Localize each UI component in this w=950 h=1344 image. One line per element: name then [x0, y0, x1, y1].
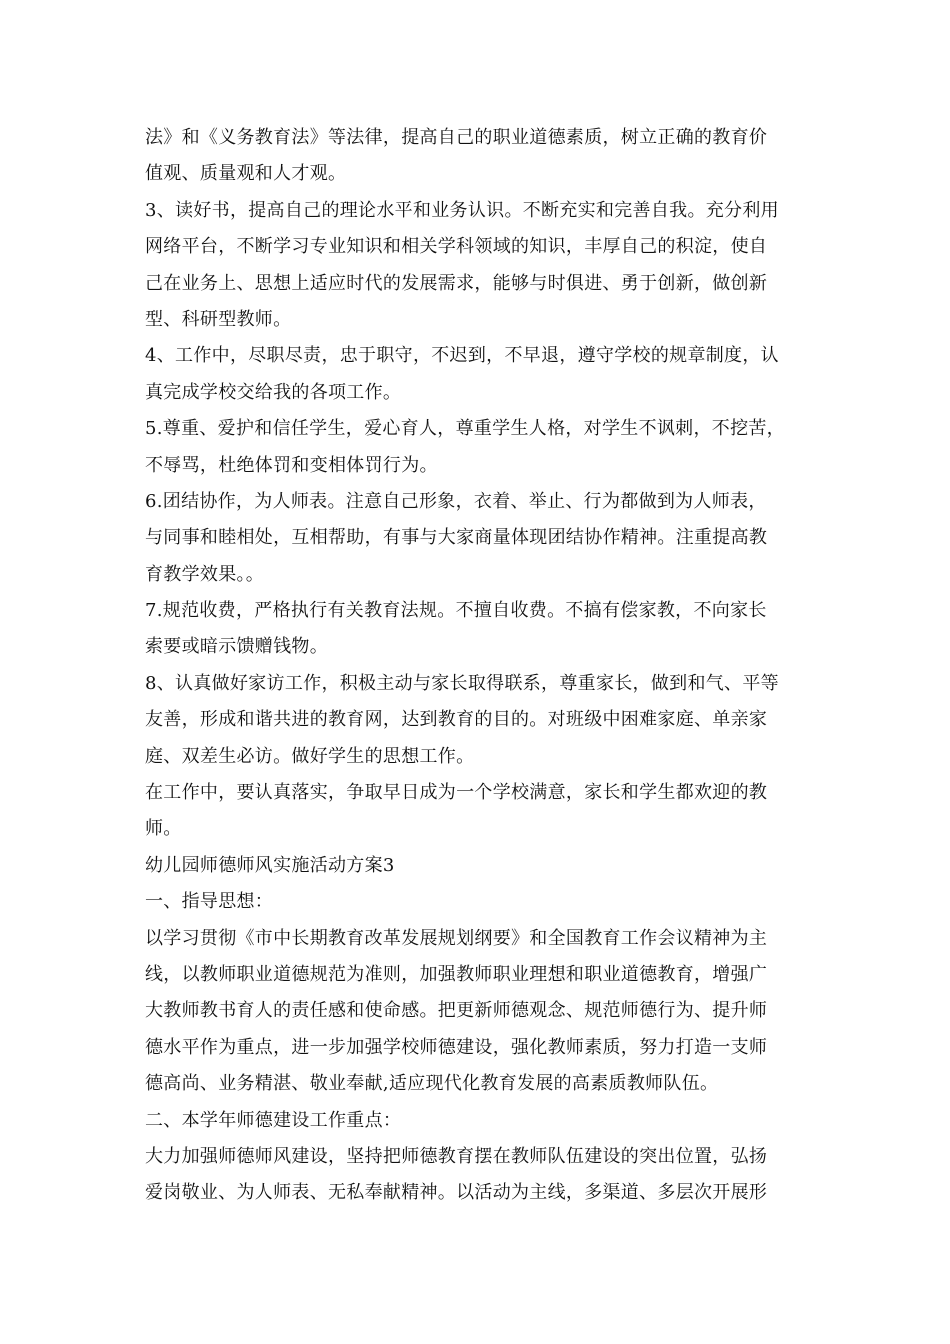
- section-heading: 二、本学年师德建设工作重点：: [145, 1109, 402, 1131]
- text-line: 值观、质量观和人才观。: [145, 163, 347, 185]
- text-line: 3、读好书，提高自己的理论水平和业务认识。不断充实和完善自我。充分利用: [145, 199, 779, 221]
- section-title: 幼儿园师德师风实施活动方案3: [145, 854, 395, 876]
- text-line: 德高尚、业务精湛、敬业奉献,适应现代化教育发展的高素质教师队伍。: [145, 1073, 719, 1095]
- document-body: [145, 120, 825, 1212]
- text-line: 大教师教书育人的责任感和使命感。把更新师德观念、规范师德行为、提升师: [145, 1000, 768, 1022]
- text-line: 4、工作中，尽职尽责，忠于职守，不迟到，不早退，遵守学校的规章制度，认: [145, 345, 779, 367]
- text-line: 师。: [145, 818, 182, 840]
- text-line: 己在业务上、思想上适应时代的发展需求，能够与时俱进、勇于创新，做创新: [145, 272, 768, 294]
- text-line: 网络平台，不断学习专业知识和相关学科领域的知识，丰厚自己的积淀，使自: [145, 236, 768, 258]
- text-line: 索要或暗示馈赠钱物。: [145, 636, 328, 658]
- text-line: 线，以教师职业道德规范为准则，加强教师职业理想和职业道德教育，增强广: [145, 963, 768, 985]
- text-line: 庭、双差生必访。做好学生的思想工作。: [145, 745, 475, 767]
- text-line: 法》和《义务教育法》等法律，提高自己的职业道德素质，树立正确的教育价: [145, 127, 768, 148]
- text-line: 与同事和睦相处，互相帮助，有事与大家商量体现团结协作精神。注重提高教: [145, 527, 768, 549]
- section-heading: 一、指导思想：: [145, 891, 274, 913]
- text-line: 大力加强师德师风建设，坚持把师德教育摆在教师队伍建设的突出位置，弘扬: [145, 1145, 768, 1167]
- text-line: 型、科研型教师。: [145, 308, 292, 330]
- text-line: 5.尊重、爱护和信任学生，爱心育人，尊重学生人格，对学生不讽刺，不挖苦，: [145, 418, 785, 440]
- text-line: 真完成学校交给我的各项工作。: [145, 381, 402, 403]
- text-line: 8、认真做好家访工作，积极主动与家长取得联系，尊重家长，做到和气、平等: [145, 672, 779, 694]
- text-line: 友善，形成和谐共进的教育网，达到教育的目的。对班级中困难家庭、单亲家: [145, 709, 768, 731]
- text-line: 育教学效果。。: [145, 563, 265, 585]
- text-line: 不辱骂，杜绝体罚和变相体罚行为。: [145, 454, 438, 476]
- text-line: 以学习贯彻《市中长期教育改革发展规划纲要》和全国教育工作会议精神为主: [145, 927, 768, 949]
- text-line: 德水平作为重点，进一步加强学校师德建设，强化教师素质，努力打造一支师: [145, 1036, 768, 1058]
- text-line: 爱岗敬业、为人师表、无私奉献精神。以活动为主线，多渠道、多层次开展形: [145, 1182, 768, 1204]
- text-line: 7.规范收费，严格执行有关教育法规。不擅自收费。不搞有偿家教，不向家长: [145, 600, 767, 622]
- text-line: 6.团结协作，为人师表。注意自己形象，衣着、举止、行为都做到为人师表，: [145, 490, 767, 512]
- text-line: 在工作中，要认真落实，争取早日成为一个学校满意，家长和学生都欢迎的教: [145, 782, 768, 804]
